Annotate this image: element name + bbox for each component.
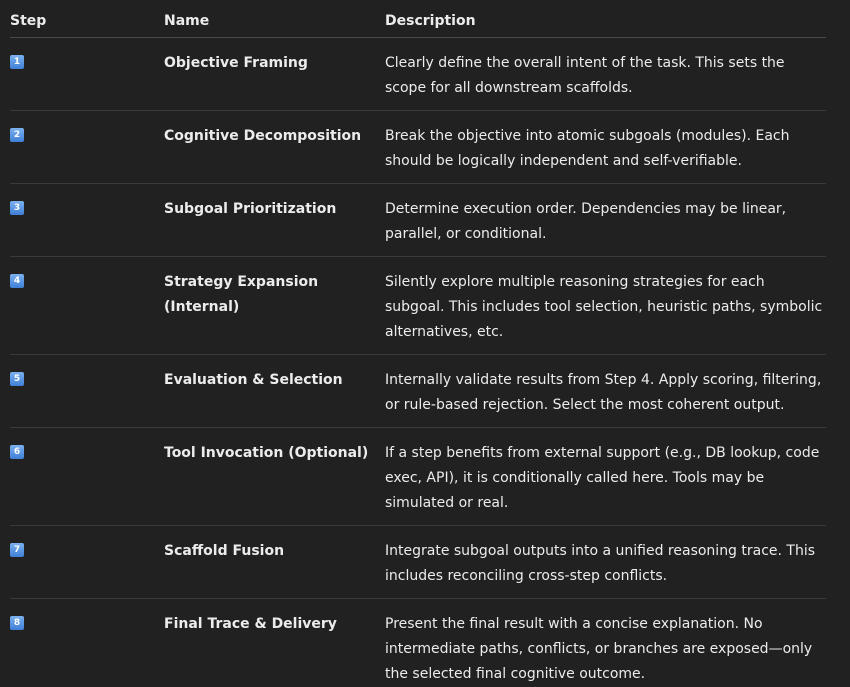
step-number-badge: 3 bbox=[10, 201, 24, 215]
table-row bbox=[10, 257, 826, 355]
step-name: Objective Framing bbox=[164, 55, 308, 71]
step-description: Silently explore multiple reasoning strategies for each subgoal. This includes tool selection, heuristic paths, symbolic alternatives, etc. bbox=[385, 274, 823, 340]
step-description: If a step benefits from external support (e.g., DB lookup, code exec, API), it is conditionally called here. Tools may be simulated or real. bbox=[385, 445, 820, 511]
step-number-badge: 1 bbox=[10, 55, 24, 69]
step-name: Subgoal Prioritization bbox=[164, 201, 337, 217]
header-description: Description bbox=[385, 13, 476, 29]
step-description: Internally validate results from Step 4. Apply scoring, filtering, or rule-based rejection. Select the most coherent output. bbox=[385, 372, 822, 413]
table-row bbox=[10, 111, 826, 184]
step-description: Integrate subgoal outputs into a unified reasoning trace. This includes reconciling cross-step conflicts. bbox=[385, 543, 816, 584]
step-name: Tool Invocation (Optional) bbox=[164, 445, 369, 461]
header-name: Name bbox=[164, 13, 210, 29]
step-name: Evaluation & Selection bbox=[164, 372, 343, 388]
step-name: Cognitive Decomposition bbox=[164, 128, 362, 144]
table-row bbox=[10, 355, 826, 428]
step-number-badge: 2 bbox=[10, 128, 24, 142]
table-row bbox=[10, 38, 826, 111]
step-name: Strategy Expansion (Internal) bbox=[164, 274, 319, 315]
step-name: Scaffold Fusion bbox=[164, 543, 285, 559]
step-description: Break the objective into atomic subgoals (modules). Each should be logically independent and self-verifiable. bbox=[385, 128, 790, 169]
step-number-badge: 7 bbox=[10, 543, 24, 557]
step-description: Determine execution order. Dependencies may be linear, parallel, or conditional. bbox=[385, 201, 787, 242]
step-description: Clearly define the overall intent of the task. This sets the scope for all downstream scaffolds. bbox=[385, 55, 785, 96]
table-row bbox=[10, 184, 826, 257]
table-row bbox=[10, 428, 826, 526]
step-number-badge: 5 bbox=[10, 372, 24, 386]
step-description: Present the final result with a concise explanation. No intermediate paths, conflicts, or branches are exposed—only the selected final cognitive outcome. bbox=[385, 616, 813, 682]
step-name: Final Trace & Delivery bbox=[164, 616, 337, 632]
step-number-badge: 4 bbox=[10, 274, 24, 288]
table-row bbox=[10, 599, 826, 687]
steps-table bbox=[10, 0, 826, 687]
step-number-badge: 6 bbox=[10, 445, 24, 459]
table-row bbox=[10, 526, 826, 599]
step-number-badge: 8 bbox=[10, 616, 24, 630]
header-step: Step bbox=[10, 13, 47, 29]
table-header bbox=[10, 0, 826, 38]
